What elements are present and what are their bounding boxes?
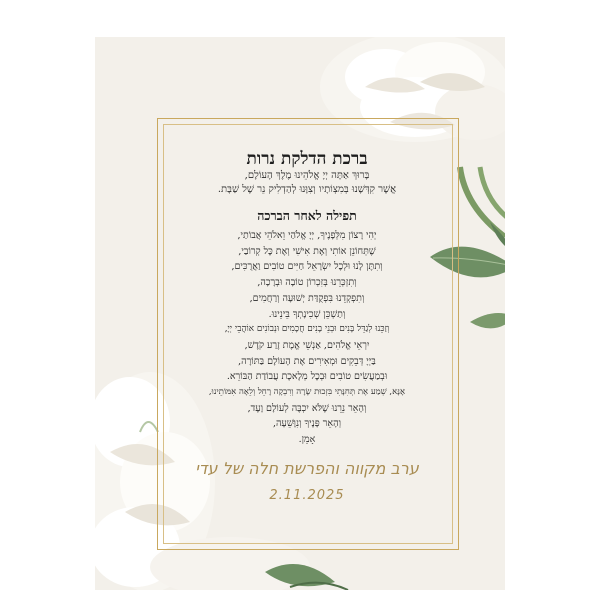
prayer-line: שֶׁתְּחוֹנֵן אוֹתִי וְאֶת אִישִׁי וְאֶת כׇּל קְרוֹבַי, [238,245,376,257]
prayer-line: וְתַשְׁכֵּן שְׁכִינָתְךָ בֵּינֵינוּ. [268,308,346,320]
prayer-line: אָמֵן. [298,434,316,446]
prayer-line: וְזַכֵּנוּ לְגַדֵּל בָּנִים וּבְנֵי בָנִים חֲכָמִים וּנְבוֹנִים אוֹהֲבֵי יְיָ, [224,324,390,335]
blessing-title: ברכת הדלקת נרות [246,149,368,169]
card-content [167,129,447,503]
blessing-line: בָּרוּךְ אַתָּה יְיָ אֱלֹהֵינוּ מֶלֶךְ הָעוֹלָם, [244,170,370,181]
blessing-text [167,169,447,197]
prayer-line: וְהָאֵר נֵרֵנוּ שֶׁלֹּא יִכְבֶּה לְעוֹלָם וָעֶד, [247,402,367,414]
event-date: 2.11.2025 [269,487,345,503]
invitation-card [95,37,505,590]
prayer-line: יִרְאֵי אֱלֹהִים, אַנְשֵׁי אֱמֶת זֶרַע קֹדֶשׁ, [244,339,370,351]
prayer-line: וְהָאֵר פָּנֶיךָ וְנִוָּשֵׁעָה, [272,418,342,430]
blessing-line: אֲשֶׁר קִדְּשָׁנוּ בְּמִצְוֹתָיו וְצִוָּנוּ לְהַדְלִיק נֵר שֶׁל שַׁבָּת. [217,184,397,195]
prayer-line: וְתִפְקְדֵנוּ בִּפְקֻדַּת יְשׁוּעָה וְרַחֲמִים, [249,292,365,304]
prayer-line: בַּיְיָ דְּבֵקִים וּמְאִירִים אֶת הָעוֹלָם בַּתּוֹרָה, [238,355,376,367]
prayer-line: יְהִי רָצוֹן מִלְּפָנֶיךָ, יְיָ אֱלֹהַי וֵאלֹהֵי אֲבוֹתַי, [237,230,377,241]
event-name: ערב מקווה והפרשת חלה של עדי [195,458,419,478]
prayer-text [167,228,447,448]
prayer-line: אָנָּא, שְׁמַע אֶת תְּחִנָּתִי בִּזְכוּת שָׂרָה וְרִבְקָה רָחֵל וְלֵאָה אִמּוֹתֵינוּ, [208,387,406,398]
prayer-title: תפילה לאחר הברכה [257,208,357,223]
prayer-line: וְתִתֶּן לָנוּ וּלְכׇל יִשְׂרָאֵל חַיִּים טוֹבִים וַאֲרֻכִּים, [231,261,383,273]
prayer-line: וְתִזְכְּרֵנוּ בְּזִכְרוֹן טוֹבָה וּבְרָכָה, [257,277,357,289]
prayer-line: וּבְמַעֲשִׂים טוֹבִים וּבְכׇל מְלֶאכֶת עֲבוֹדַת הַבּוֹרֵא. [226,371,388,383]
